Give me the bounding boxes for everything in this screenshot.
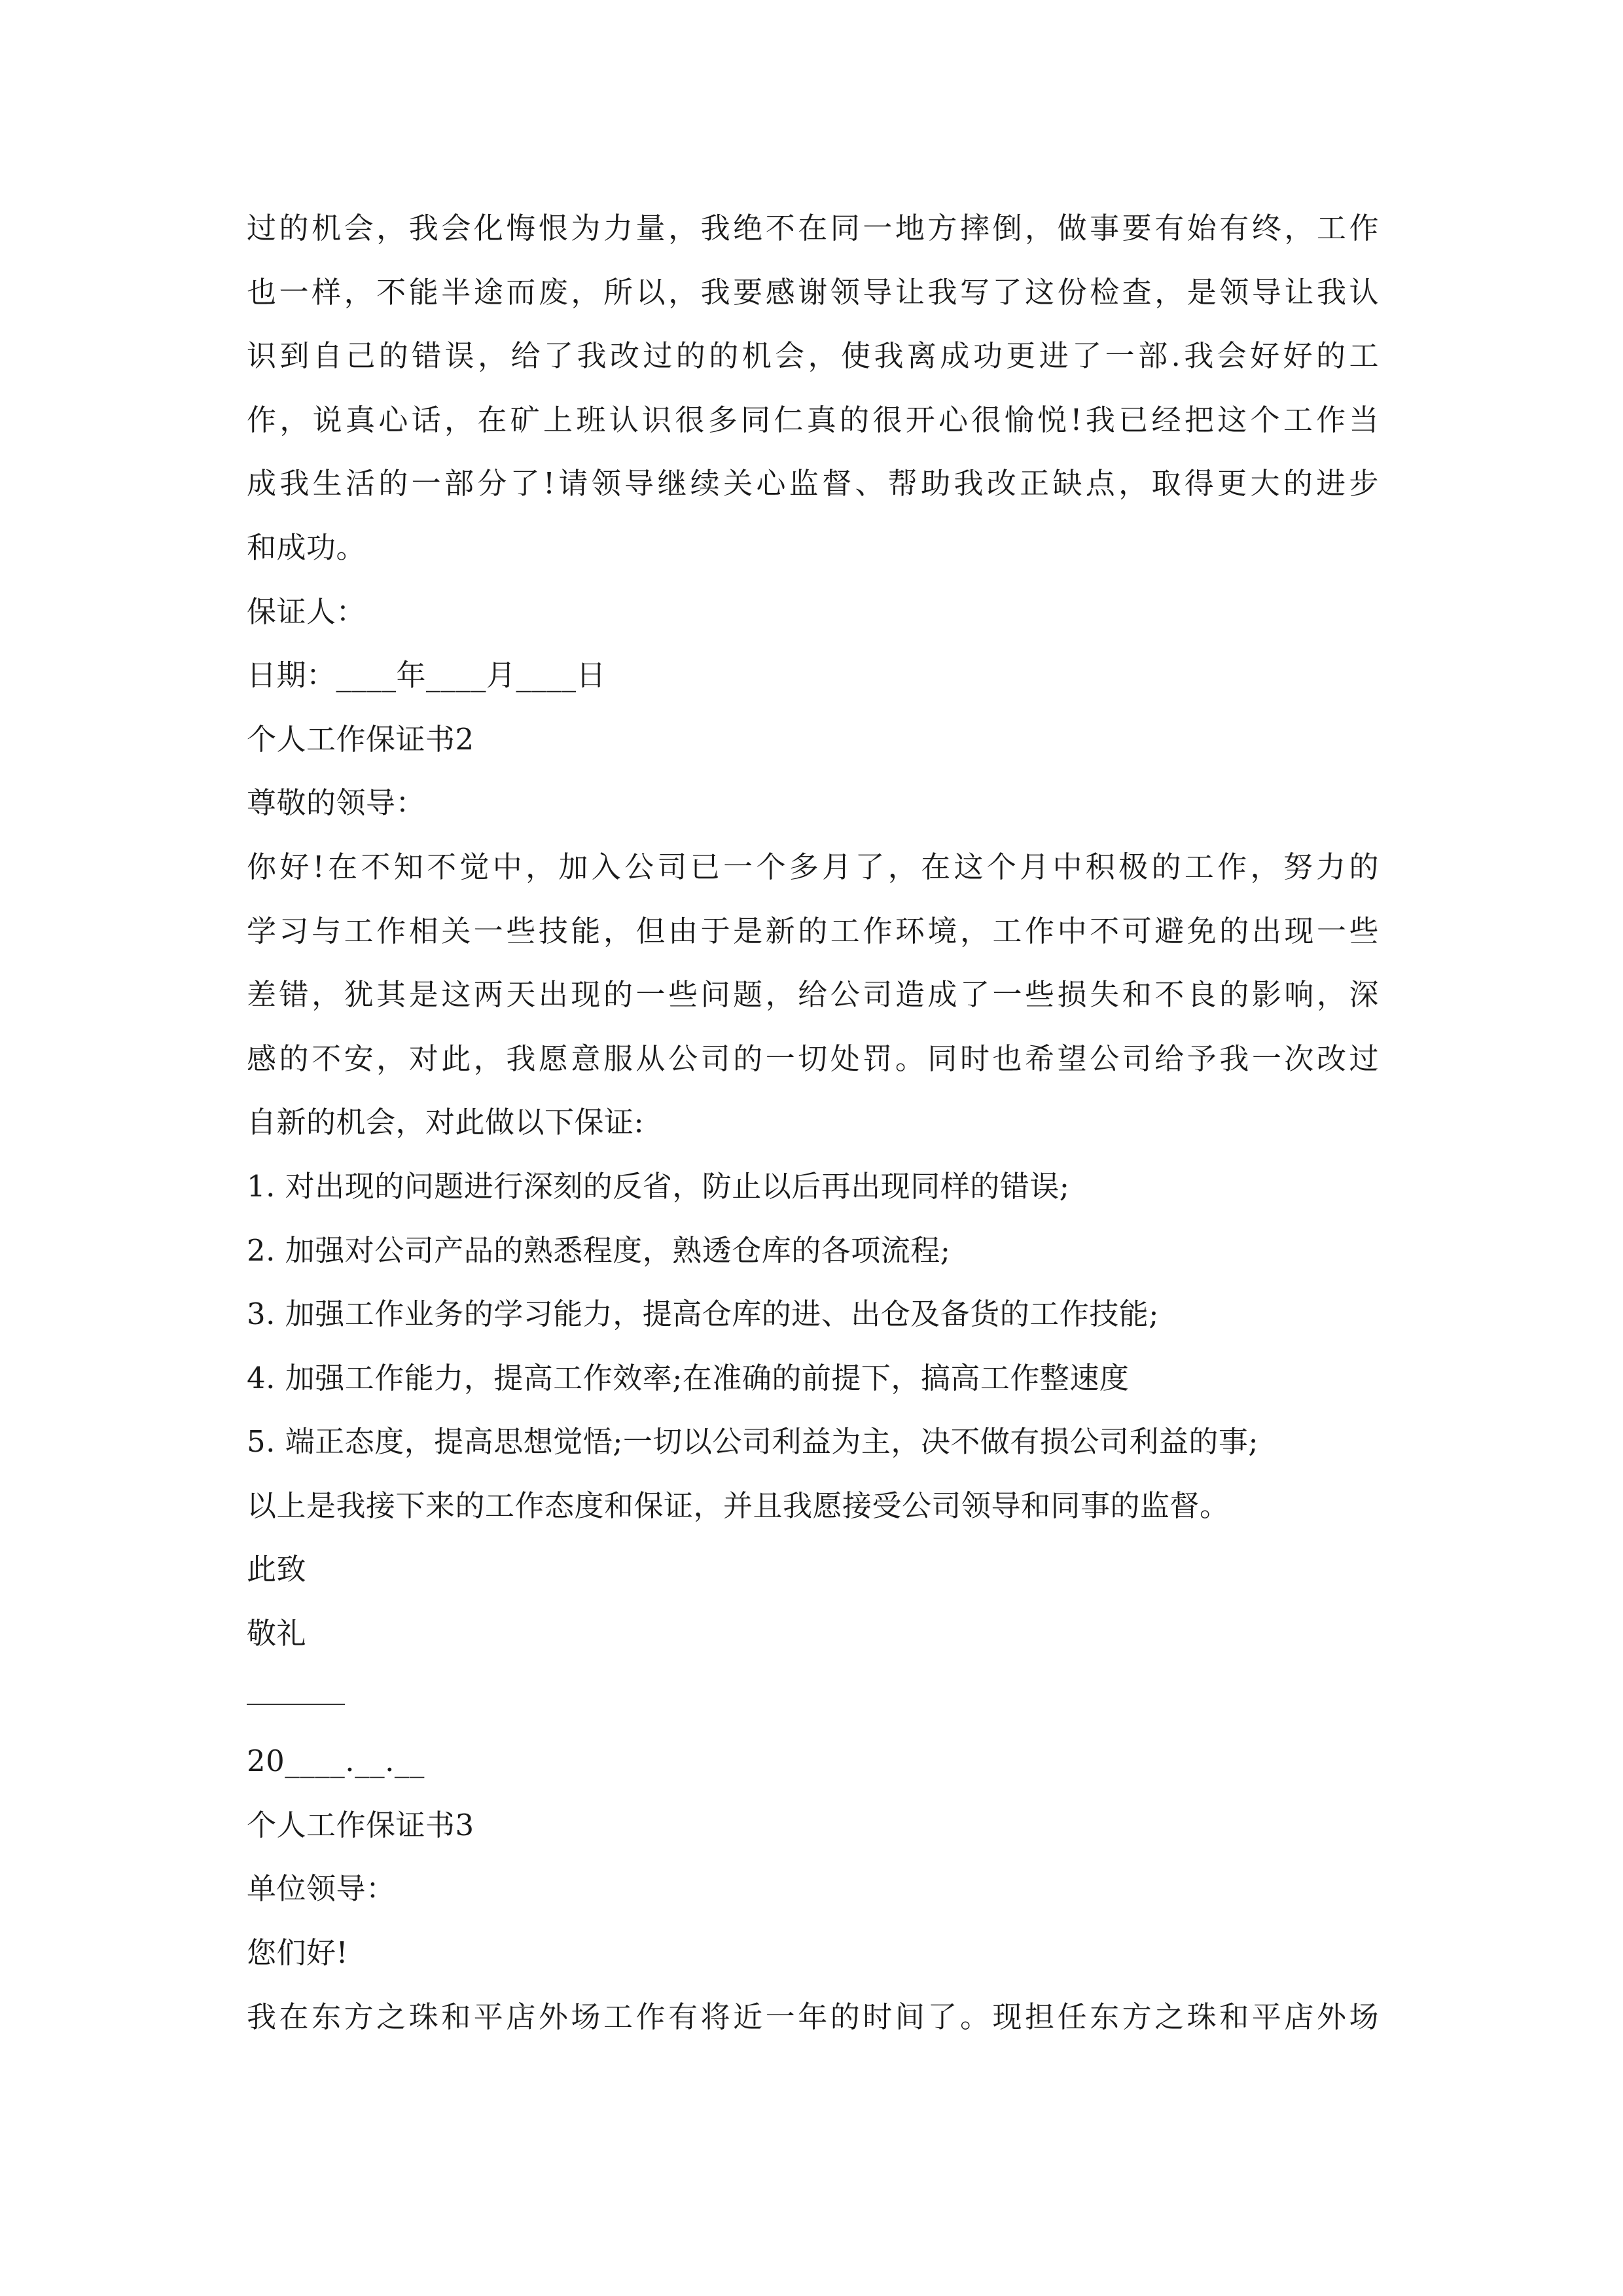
section-title: 个人工作保证书3 — [247, 1807, 474, 1842]
date-line: 日期：____年____月____日 — [247, 658, 607, 693]
text-line: 和成功。 — [247, 529, 366, 565]
list-item: 3. 加强工作业务的学习能力，提高仓库的进、出仓及备货的工作技能; — [247, 1297, 1159, 1332]
greeting: 您们好! — [247, 1935, 349, 1971]
text-line: 作，说真心话，在矿上班认识很多同仁真的很开心很愉悦!我已经把这个工作当 — [247, 402, 1379, 437]
list-item: 4. 加强工作能力，提高工作效率;在准确的前提下，搞高工作整速度 — [247, 1360, 1130, 1395]
text-line: 你好!在不知不觉中，加入公司已一个多月了，在这个月中积极的工作，努力的 — [247, 849, 1379, 884]
section-title: 个人工作保证书2 — [247, 721, 474, 757]
date-line: 20____.__.__ — [247, 1744, 425, 1779]
list-item: 5. 端正态度，提高思想觉悟;一切以公司利益为主，决不做有损公司利益的事; — [247, 1424, 1259, 1460]
text-line: 学习与工作相关一些技能，但由于是新的工作环境，工作中不可避免的出现一些 — [247, 913, 1379, 948]
text-line: 差错，犹其是这两天出现的一些问题，给公司造成了一些损失和不良的影响，深 — [247, 977, 1379, 1013]
list-item: 2. 加强对公司产品的熟悉程度，熟透仓库的各项流程; — [247, 1232, 951, 1268]
text-line: 自新的机会，对此做以下保证: — [247, 1105, 645, 1140]
closing-line: 此致 — [247, 1552, 307, 1587]
closing-line: 敬礼 — [247, 1616, 307, 1651]
text-line: 感的不安，对此，我愿意服从公司的一切处罚。同时也希望公司给予我一次改过 — [247, 1041, 1379, 1076]
text-line: 过的机会，我会化悔恨为力量，我绝不在同一地方摔倒，做事要有始有终，工作 — [247, 211, 1379, 245]
text-line: 也一样，不能半途而废，所以，我要感谢领导让我写了这份检查，是领导让我认 — [247, 274, 1379, 310]
text-line: 识到自己的错误，给了我改过的的机会，使我离成功更进了一部.我会好好的工 — [247, 338, 1379, 374]
text-line: 以上是我接下来的工作态度和保证，并且我愿接受公司领导和同事的监督。 — [247, 1488, 1230, 1523]
text-line: 我在东方之珠和平店外场工作有将近一年的时间了。现担任东方之珠和平店外场 — [247, 1999, 1379, 2034]
guarantor-label: 保证人： — [247, 594, 366, 629]
list-item: 1. 对出现的问题进行深刻的反省，防止以后再出现同样的错误; — [247, 1168, 1070, 1204]
salutation: 单位领导： — [247, 1871, 396, 1907]
salutation: 尊敬的领导： — [247, 785, 426, 821]
document-body — [247, 196, 1379, 2049]
text-line: 成我生活的一部分了!请领导继续关心监督、帮助我改正缺点，取得更大的进步 — [247, 466, 1379, 501]
signature-line — [247, 1666, 345, 1730]
